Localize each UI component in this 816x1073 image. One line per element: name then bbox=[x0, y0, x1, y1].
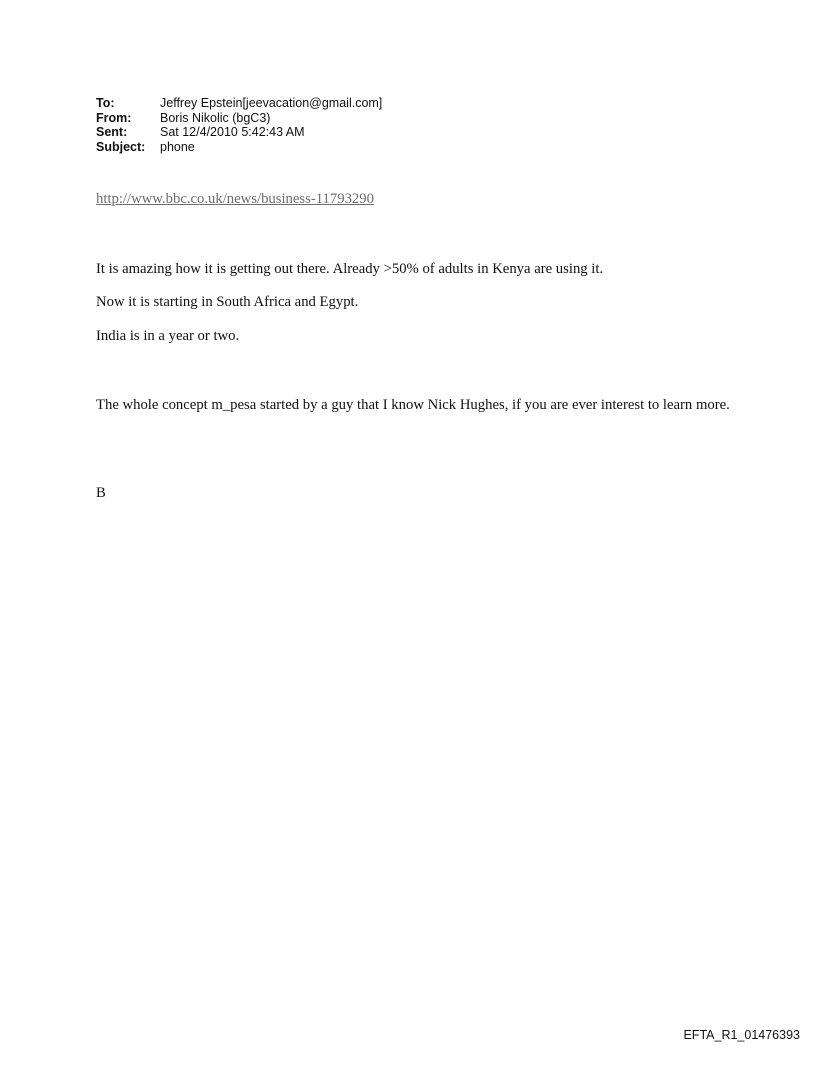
subject-row bbox=[96, 140, 382, 155]
link-paragraph bbox=[96, 191, 736, 208]
from-label: From: bbox=[96, 110, 132, 125]
to-value: Jeffrey Epstein[jeevacation@gmail.com] bbox=[160, 96, 383, 110]
from-value: Boris Nikolic (bgC3) bbox=[160, 110, 271, 125]
paragraph-4: The whole concept m_pesa started by a guy that I know Nick Hughes, if you are ever interest to learn more. bbox=[96, 397, 730, 413]
sent-row bbox=[96, 125, 382, 140]
subject-label: Subject: bbox=[96, 139, 146, 154]
sent-label: Sent: bbox=[96, 125, 128, 139]
email-header bbox=[96, 96, 382, 154]
from-row bbox=[96, 111, 382, 126]
paragraph-3: India is in a year or two. bbox=[96, 328, 240, 344]
paragraph-1: It is amazing how it is getting out there. Already >50% of adults in Kenya are using it. bbox=[96, 261, 604, 277]
to-row bbox=[96, 96, 382, 111]
document-id: EFTA_R1_01476393 bbox=[683, 1028, 800, 1042]
sent-value: Sat 12/4/2010 5:42:43 AM bbox=[160, 125, 305, 139]
signature: B bbox=[96, 485, 106, 501]
bbc-news-link[interactable]: http://www.bbc.co.uk/news/business-11793290 bbox=[96, 191, 374, 207]
subject-value: phone bbox=[160, 139, 195, 154]
to-label: To: bbox=[96, 96, 115, 110]
paragraph-2: Now it is starting in South Africa and Egypt. bbox=[96, 294, 359, 310]
